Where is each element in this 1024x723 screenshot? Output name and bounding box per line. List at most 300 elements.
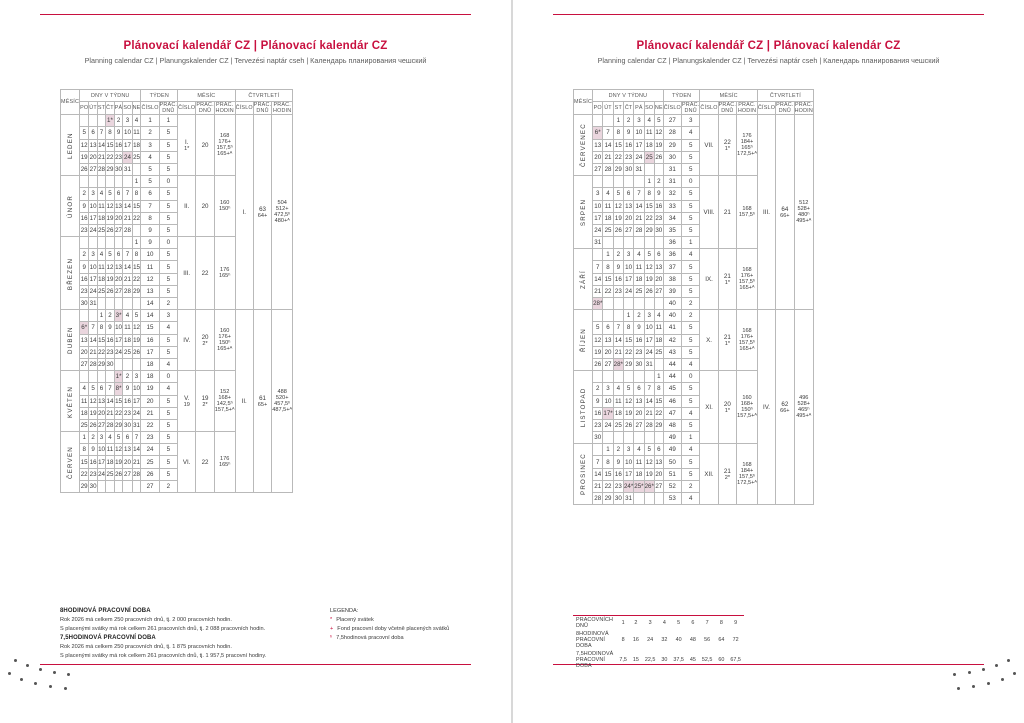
day-cell[interactable] bbox=[654, 358, 663, 370]
day-cell[interactable]: 9 bbox=[623, 127, 633, 139]
day-cell[interactable]: 9 bbox=[634, 322, 644, 334]
day-cell[interactable]: 1 bbox=[80, 432, 89, 444]
day-cell[interactable]: 19 bbox=[593, 346, 603, 358]
day-cell[interactable]: 10 bbox=[634, 127, 644, 139]
day-cell[interactable]: 19 bbox=[654, 139, 663, 151]
day-cell[interactable]: 29 bbox=[644, 224, 654, 236]
day-cell[interactable]: 17 bbox=[123, 139, 132, 151]
day-cell[interactable] bbox=[80, 115, 89, 127]
day-cell[interactable] bbox=[634, 237, 644, 249]
day-cell[interactable] bbox=[114, 237, 123, 249]
day-cell[interactable]: 25 bbox=[97, 224, 105, 236]
day-cell[interactable]: 27 bbox=[593, 163, 603, 175]
day-cell[interactable]: 1 bbox=[613, 115, 623, 127]
day-cell[interactable]: 29 bbox=[132, 285, 141, 297]
day-cell[interactable]: 19 bbox=[89, 407, 98, 419]
day-cell[interactable]: 10 bbox=[593, 200, 603, 212]
day-cell[interactable]: 9 bbox=[114, 127, 123, 139]
day-cell[interactable]: 12 bbox=[132, 322, 141, 334]
day-cell[interactable]: 27 bbox=[603, 358, 613, 370]
day-cell[interactable]: 13 bbox=[89, 139, 98, 151]
day-cell[interactable]: 25 bbox=[106, 468, 115, 480]
day-cell[interactable] bbox=[97, 237, 105, 249]
day-cell[interactable]: 29 bbox=[654, 419, 663, 431]
day-cell[interactable] bbox=[654, 237, 663, 249]
day-cell[interactable]: 22 bbox=[132, 273, 141, 285]
day-cell[interactable] bbox=[654, 163, 663, 175]
day-cell[interactable]: 21 bbox=[97, 151, 105, 163]
day-cell[interactable]: 7 bbox=[634, 188, 644, 200]
day-cell[interactable] bbox=[623, 176, 633, 188]
day-cell[interactable]: 23 bbox=[123, 407, 132, 419]
day-cell[interactable]: 15 bbox=[623, 334, 633, 346]
day-cell[interactable]: 18 bbox=[106, 456, 115, 468]
day-cell[interactable]: 31 bbox=[644, 358, 654, 370]
day-cell[interactable]: 26 bbox=[623, 419, 633, 431]
day-cell[interactable]: 26 bbox=[80, 163, 89, 175]
day-cell[interactable] bbox=[613, 310, 623, 322]
day-cell[interactable]: 27 bbox=[114, 285, 123, 297]
day-cell[interactable]: 4 bbox=[644, 115, 654, 127]
day-cell[interactable]: 23 bbox=[634, 346, 644, 358]
day-cell[interactable]: 26 bbox=[593, 358, 603, 370]
day-cell[interactable] bbox=[106, 371, 115, 383]
day-cell[interactable]: 3 bbox=[603, 383, 613, 395]
day-cell[interactable]: 1 bbox=[603, 249, 613, 261]
day-cell[interactable]: 6 bbox=[634, 383, 644, 395]
day-cell[interactable] bbox=[654, 432, 663, 444]
day-cell[interactable]: 28 bbox=[123, 224, 132, 236]
day-cell[interactable] bbox=[123, 298, 132, 310]
day-cell[interactable] bbox=[89, 237, 98, 249]
day-cell[interactable]: 29 bbox=[80, 480, 89, 492]
day-cell[interactable]: 4 bbox=[97, 188, 105, 200]
day-cell[interactable]: 18 bbox=[613, 407, 623, 419]
day-cell[interactable]: 8 bbox=[644, 188, 654, 200]
day-cell[interactable]: 4 bbox=[132, 115, 141, 127]
day-cell[interactable]: 5 bbox=[654, 115, 663, 127]
day-cell[interactable]: 2 bbox=[114, 115, 123, 127]
day-cell[interactable]: 30 bbox=[634, 358, 644, 370]
day-cell[interactable]: 2 bbox=[613, 444, 623, 456]
day-cell[interactable]: 7 bbox=[644, 383, 654, 395]
day-cell[interactable]: 27 bbox=[654, 480, 663, 492]
day-cell[interactable] bbox=[80, 371, 89, 383]
day-cell[interactable]: 18 bbox=[123, 334, 132, 346]
day-cell[interactable]: 1 bbox=[654, 371, 663, 383]
day-cell[interactable]: 30 bbox=[89, 480, 98, 492]
day-cell[interactable]: 10 bbox=[114, 322, 123, 334]
day-cell[interactable]: 26 bbox=[114, 468, 123, 480]
day-cell[interactable] bbox=[89, 115, 98, 127]
day-cell[interactable]: 6 bbox=[114, 188, 123, 200]
day-cell[interactable]: 12 bbox=[613, 200, 623, 212]
day-cell[interactable]: 17 bbox=[623, 273, 633, 285]
day-cell[interactable]: 6 bbox=[603, 322, 613, 334]
day-cell[interactable]: 24 bbox=[97, 468, 105, 480]
day-cell[interactable] bbox=[623, 371, 633, 383]
day-cell[interactable] bbox=[593, 115, 603, 127]
day-cell[interactable]: 23 bbox=[89, 468, 98, 480]
day-cell[interactable]: 17 bbox=[634, 139, 644, 151]
day-cell[interactable] bbox=[634, 371, 644, 383]
day-cell[interactable]: 12 bbox=[80, 139, 89, 151]
day-cell[interactable]: 2 bbox=[623, 115, 633, 127]
day-cell[interactable]: 17 bbox=[89, 273, 98, 285]
day-cell[interactable]: 4 bbox=[123, 310, 132, 322]
day-cell[interactable]: 3 bbox=[644, 310, 654, 322]
day-cell[interactable]: 22 bbox=[132, 212, 141, 224]
day-cell[interactable] bbox=[593, 176, 603, 188]
day-cell[interactable]: 16 bbox=[613, 468, 623, 480]
day-cell[interactable]: 5 bbox=[114, 432, 123, 444]
day-cell[interactable]: 30 bbox=[593, 432, 603, 444]
day-cell[interactable]: 20 bbox=[123, 456, 132, 468]
day-cell[interactable]: 15 bbox=[132, 200, 141, 212]
day-cell[interactable]: 7 bbox=[132, 432, 141, 444]
day-cell[interactable]: 28 bbox=[644, 419, 654, 431]
day-cell[interactable]: 9 bbox=[80, 200, 89, 212]
day-cell[interactable]: 23 bbox=[613, 285, 623, 297]
day-cell[interactable]: 18 bbox=[634, 273, 644, 285]
day-cell[interactable]: 23 bbox=[623, 151, 633, 163]
day-cell[interactable]: 24 bbox=[603, 419, 613, 431]
day-cell[interactable]: 16 bbox=[613, 273, 623, 285]
day-cell[interactable]: 10 bbox=[644, 322, 654, 334]
day-cell[interactable]: 13 bbox=[634, 395, 644, 407]
day-cell[interactable]: 1 bbox=[132, 176, 141, 188]
day-cell[interactable]: 27 bbox=[654, 285, 663, 297]
day-cell[interactable]: 11 bbox=[80, 395, 89, 407]
day-cell[interactable]: 23 bbox=[613, 480, 623, 492]
day-cell[interactable]: 4 bbox=[97, 249, 105, 261]
day-cell[interactable]: 21 bbox=[123, 212, 132, 224]
day-cell[interactable]: 13 bbox=[114, 200, 123, 212]
day-cell[interactable]: 17* bbox=[603, 407, 613, 419]
day-cell[interactable]: 17 bbox=[644, 334, 654, 346]
day-cell[interactable]: 31 bbox=[123, 163, 132, 175]
day-cell[interactable]: 14 bbox=[123, 200, 132, 212]
day-cell[interactable]: 9 bbox=[613, 456, 623, 468]
day-cell[interactable]: 8 bbox=[97, 322, 105, 334]
day-cell[interactable] bbox=[603, 432, 613, 444]
day-cell[interactable]: 16 bbox=[634, 334, 644, 346]
day-cell[interactable]: 21 bbox=[593, 285, 603, 297]
day-cell[interactable]: 6 bbox=[654, 444, 663, 456]
day-cell[interactable]: 28 bbox=[97, 163, 105, 175]
day-cell[interactable]: 13 bbox=[80, 334, 89, 346]
day-cell[interactable] bbox=[114, 176, 123, 188]
day-cell[interactable] bbox=[644, 163, 654, 175]
day-cell[interactable]: 6 bbox=[114, 249, 123, 261]
day-cell[interactable]: 6 bbox=[654, 249, 663, 261]
day-cell[interactable]: 25 bbox=[132, 151, 141, 163]
day-cell[interactable]: 12 bbox=[623, 395, 633, 407]
day-cell[interactable]: 30 bbox=[613, 493, 623, 505]
day-cell[interactable] bbox=[644, 298, 654, 310]
day-cell[interactable]: 8 bbox=[654, 383, 663, 395]
day-cell[interactable]: 26 bbox=[89, 419, 98, 431]
day-cell[interactable]: 10 bbox=[603, 395, 613, 407]
day-cell[interactable]: 25 bbox=[97, 285, 105, 297]
day-cell[interactable]: 27 bbox=[97, 419, 105, 431]
day-cell[interactable] bbox=[97, 298, 105, 310]
day-cell[interactable]: 8 bbox=[80, 444, 89, 456]
day-cell[interactable]: 30 bbox=[114, 163, 123, 175]
day-cell[interactable]: 19 bbox=[132, 334, 141, 346]
day-cell[interactable]: 20 bbox=[114, 212, 123, 224]
day-cell[interactable]: 9 bbox=[593, 395, 603, 407]
day-cell[interactable]: 23 bbox=[80, 285, 89, 297]
day-cell[interactable]: 26* bbox=[644, 480, 654, 492]
day-cell[interactable]: 10 bbox=[97, 444, 105, 456]
day-cell[interactable]: 7 bbox=[123, 249, 132, 261]
day-cell[interactable]: 11 bbox=[654, 322, 663, 334]
day-cell[interactable]: 1* bbox=[106, 115, 115, 127]
day-cell[interactable]: 27 bbox=[623, 224, 633, 236]
day-cell[interactable]: 9 bbox=[80, 261, 89, 273]
day-cell[interactable]: 5 bbox=[613, 188, 623, 200]
day-cell[interactable]: 15 bbox=[114, 395, 123, 407]
day-cell[interactable]: 17 bbox=[593, 212, 603, 224]
day-cell[interactable]: 5 bbox=[106, 188, 115, 200]
day-cell[interactable]: 30 bbox=[80, 298, 89, 310]
day-cell[interactable]: 2 bbox=[634, 310, 644, 322]
day-cell[interactable]: 5 bbox=[80, 127, 89, 139]
day-cell[interactable] bbox=[89, 371, 98, 383]
day-cell[interactable]: 15 bbox=[106, 139, 115, 151]
day-cell[interactable] bbox=[114, 358, 123, 370]
day-cell[interactable]: 21 bbox=[106, 407, 115, 419]
day-cell[interactable]: 10 bbox=[132, 383, 141, 395]
day-cell[interactable] bbox=[593, 310, 603, 322]
day-cell[interactable]: 14 bbox=[593, 273, 603, 285]
day-cell[interactable] bbox=[123, 237, 132, 249]
day-cell[interactable] bbox=[593, 444, 603, 456]
day-cell[interactable]: 21 bbox=[89, 346, 98, 358]
day-cell[interactable] bbox=[114, 298, 123, 310]
day-cell[interactable]: 11 bbox=[634, 456, 644, 468]
day-cell[interactable]: 3 bbox=[634, 115, 644, 127]
day-cell[interactable]: 31 bbox=[634, 163, 644, 175]
day-cell[interactable]: 25 bbox=[654, 346, 663, 358]
day-cell[interactable] bbox=[603, 115, 613, 127]
day-cell[interactable]: 7 bbox=[97, 127, 105, 139]
day-cell[interactable]: 4 bbox=[603, 188, 613, 200]
day-cell[interactable]: 18 bbox=[644, 139, 654, 151]
day-cell[interactable]: 29 bbox=[613, 163, 623, 175]
day-cell[interactable]: 19 bbox=[106, 212, 115, 224]
day-cell[interactable]: 12 bbox=[654, 127, 663, 139]
day-cell[interactable]: 18 bbox=[97, 273, 105, 285]
day-cell[interactable]: 14 bbox=[644, 395, 654, 407]
day-cell[interactable]: 3* bbox=[114, 310, 123, 322]
day-cell[interactable]: 22 bbox=[644, 212, 654, 224]
day-cell[interactable]: 28* bbox=[593, 298, 603, 310]
day-cell[interactable] bbox=[89, 310, 98, 322]
day-cell[interactable]: 24 bbox=[132, 407, 141, 419]
day-cell[interactable]: 6 bbox=[97, 383, 105, 395]
day-cell[interactable]: 27 bbox=[114, 224, 123, 236]
day-cell[interactable] bbox=[644, 371, 654, 383]
day-cell[interactable]: 2 bbox=[654, 176, 663, 188]
day-cell[interactable]: 15 bbox=[80, 456, 89, 468]
day-cell[interactable]: 31 bbox=[89, 298, 98, 310]
day-cell[interactable]: 11 bbox=[132, 127, 141, 139]
day-cell[interactable]: 20 bbox=[89, 151, 98, 163]
day-cell[interactable]: 22 bbox=[623, 346, 633, 358]
day-cell[interactable]: 5 bbox=[593, 322, 603, 334]
day-cell[interactable] bbox=[123, 358, 132, 370]
day-cell[interactable]: 10 bbox=[623, 456, 633, 468]
day-cell[interactable]: 12 bbox=[89, 395, 98, 407]
day-cell[interactable] bbox=[106, 298, 115, 310]
day-cell[interactable]: 17 bbox=[89, 212, 98, 224]
day-cell[interactable]: 29 bbox=[603, 493, 613, 505]
day-cell[interactable] bbox=[634, 493, 644, 505]
day-cell[interactable]: 20 bbox=[603, 346, 613, 358]
day-cell[interactable]: 11 bbox=[106, 444, 115, 456]
day-cell[interactable]: 20 bbox=[593, 151, 603, 163]
day-cell[interactable]: 21 bbox=[593, 480, 603, 492]
day-cell[interactable]: 15 bbox=[644, 200, 654, 212]
day-cell[interactable] bbox=[603, 176, 613, 188]
day-cell[interactable]: 21 bbox=[603, 151, 613, 163]
day-cell[interactable]: 22 bbox=[80, 468, 89, 480]
day-cell[interactable] bbox=[97, 480, 105, 492]
day-cell[interactable]: 1* bbox=[114, 371, 123, 383]
day-cell[interactable]: 11 bbox=[97, 200, 105, 212]
day-cell[interactable]: 4 bbox=[654, 310, 663, 322]
day-cell[interactable]: 5 bbox=[644, 249, 654, 261]
day-cell[interactable]: 4 bbox=[634, 444, 644, 456]
day-cell[interactable]: 15 bbox=[603, 273, 613, 285]
day-cell[interactable] bbox=[623, 298, 633, 310]
day-cell[interactable]: 19 bbox=[644, 468, 654, 480]
day-cell[interactable]: 17 bbox=[623, 468, 633, 480]
day-cell[interactable]: 2 bbox=[80, 249, 89, 261]
day-cell[interactable]: 15 bbox=[97, 334, 105, 346]
day-cell[interactable]: 17 bbox=[114, 334, 123, 346]
day-cell[interactable]: 12 bbox=[106, 200, 115, 212]
day-cell[interactable]: 1 bbox=[603, 444, 613, 456]
day-cell[interactable]: 29 bbox=[97, 358, 105, 370]
day-cell[interactable]: 23 bbox=[654, 212, 663, 224]
day-cell[interactable]: 11 bbox=[644, 127, 654, 139]
day-cell[interactable] bbox=[603, 298, 613, 310]
day-cell[interactable]: 13 bbox=[593, 139, 603, 151]
day-cell[interactable]: 18 bbox=[132, 139, 141, 151]
day-cell[interactable]: 22 bbox=[603, 480, 613, 492]
day-cell[interactable]: 23 bbox=[593, 419, 603, 431]
day-cell[interactable]: 26 bbox=[654, 151, 663, 163]
day-cell[interactable]: 14 bbox=[97, 139, 105, 151]
day-cell[interactable]: 14 bbox=[123, 261, 132, 273]
day-cell[interactable]: 12 bbox=[114, 444, 123, 456]
day-cell[interactable]: 25 bbox=[603, 224, 613, 236]
day-cell[interactable]: 19 bbox=[106, 273, 115, 285]
day-cell[interactable] bbox=[106, 176, 115, 188]
day-cell[interactable]: 31 bbox=[623, 493, 633, 505]
day-cell[interactable] bbox=[106, 480, 115, 492]
day-cell[interactable]: 4 bbox=[634, 249, 644, 261]
day-cell[interactable]: 20 bbox=[114, 273, 123, 285]
day-cell[interactable] bbox=[80, 176, 89, 188]
day-cell[interactable]: 5 bbox=[106, 249, 115, 261]
day-cell[interactable]: 2 bbox=[89, 432, 98, 444]
day-cell[interactable]: 16 bbox=[114, 139, 123, 151]
day-cell[interactable]: 4 bbox=[80, 383, 89, 395]
day-cell[interactable]: 2 bbox=[106, 310, 115, 322]
day-cell[interactable]: 26 bbox=[132, 346, 141, 358]
day-cell[interactable]: 3 bbox=[89, 249, 98, 261]
day-cell[interactable]: 18 bbox=[603, 212, 613, 224]
day-cell[interactable] bbox=[654, 493, 663, 505]
day-cell[interactable]: 3 bbox=[623, 444, 633, 456]
day-cell[interactable]: 7 bbox=[593, 456, 603, 468]
day-cell[interactable]: 18 bbox=[97, 212, 105, 224]
day-cell[interactable]: 28 bbox=[603, 163, 613, 175]
day-cell[interactable]: 22 bbox=[603, 285, 613, 297]
day-cell[interactable]: 15 bbox=[603, 468, 613, 480]
day-cell[interactable] bbox=[634, 432, 644, 444]
day-cell[interactable]: 20 bbox=[634, 407, 644, 419]
day-cell[interactable]: 24 bbox=[89, 224, 98, 236]
day-cell[interactable]: 31 bbox=[593, 237, 603, 249]
day-cell[interactable]: 12 bbox=[593, 334, 603, 346]
day-cell[interactable]: 14 bbox=[132, 444, 141, 456]
day-cell[interactable]: 14 bbox=[106, 395, 115, 407]
day-cell[interactable]: 10 bbox=[89, 261, 98, 273]
day-cell[interactable] bbox=[623, 237, 633, 249]
day-cell[interactable]: 16 bbox=[654, 200, 663, 212]
day-cell[interactable]: 11 bbox=[97, 261, 105, 273]
day-cell[interactable]: 30 bbox=[654, 224, 663, 236]
day-cell[interactable]: 15 bbox=[132, 261, 141, 273]
day-cell[interactable]: 29 bbox=[114, 419, 123, 431]
day-cell[interactable]: 30 bbox=[106, 358, 115, 370]
day-cell[interactable]: 5 bbox=[623, 383, 633, 395]
day-cell[interactable] bbox=[644, 237, 654, 249]
day-cell[interactable] bbox=[613, 371, 623, 383]
day-cell[interactable]: 8 bbox=[623, 322, 633, 334]
day-cell[interactable]: 17 bbox=[97, 456, 105, 468]
day-cell[interactable]: 18 bbox=[80, 407, 89, 419]
day-cell[interactable] bbox=[114, 480, 123, 492]
day-cell[interactable]: 20 bbox=[80, 346, 89, 358]
day-cell[interactable] bbox=[613, 237, 623, 249]
day-cell[interactable] bbox=[603, 371, 613, 383]
day-cell[interactable]: 2 bbox=[613, 249, 623, 261]
day-cell[interactable] bbox=[593, 249, 603, 261]
day-cell[interactable] bbox=[132, 480, 141, 492]
day-cell[interactable]: 24* bbox=[623, 480, 633, 492]
day-cell[interactable] bbox=[593, 371, 603, 383]
day-cell[interactable] bbox=[123, 176, 132, 188]
day-cell[interactable]: 28 bbox=[634, 224, 644, 236]
day-cell[interactable]: 1 bbox=[132, 237, 141, 249]
day-cell[interactable]: 21 bbox=[634, 212, 644, 224]
day-cell[interactable]: 20 bbox=[97, 407, 105, 419]
day-cell[interactable]: 12 bbox=[644, 456, 654, 468]
day-cell[interactable]: 1 bbox=[97, 310, 105, 322]
day-cell[interactable]: 2 bbox=[123, 371, 132, 383]
day-cell[interactable]: 3 bbox=[89, 188, 98, 200]
day-cell[interactable]: 25 bbox=[123, 346, 132, 358]
day-cell[interactable]: 24 bbox=[114, 346, 123, 358]
day-cell[interactable]: 19 bbox=[623, 407, 633, 419]
day-cell[interactable] bbox=[613, 432, 623, 444]
